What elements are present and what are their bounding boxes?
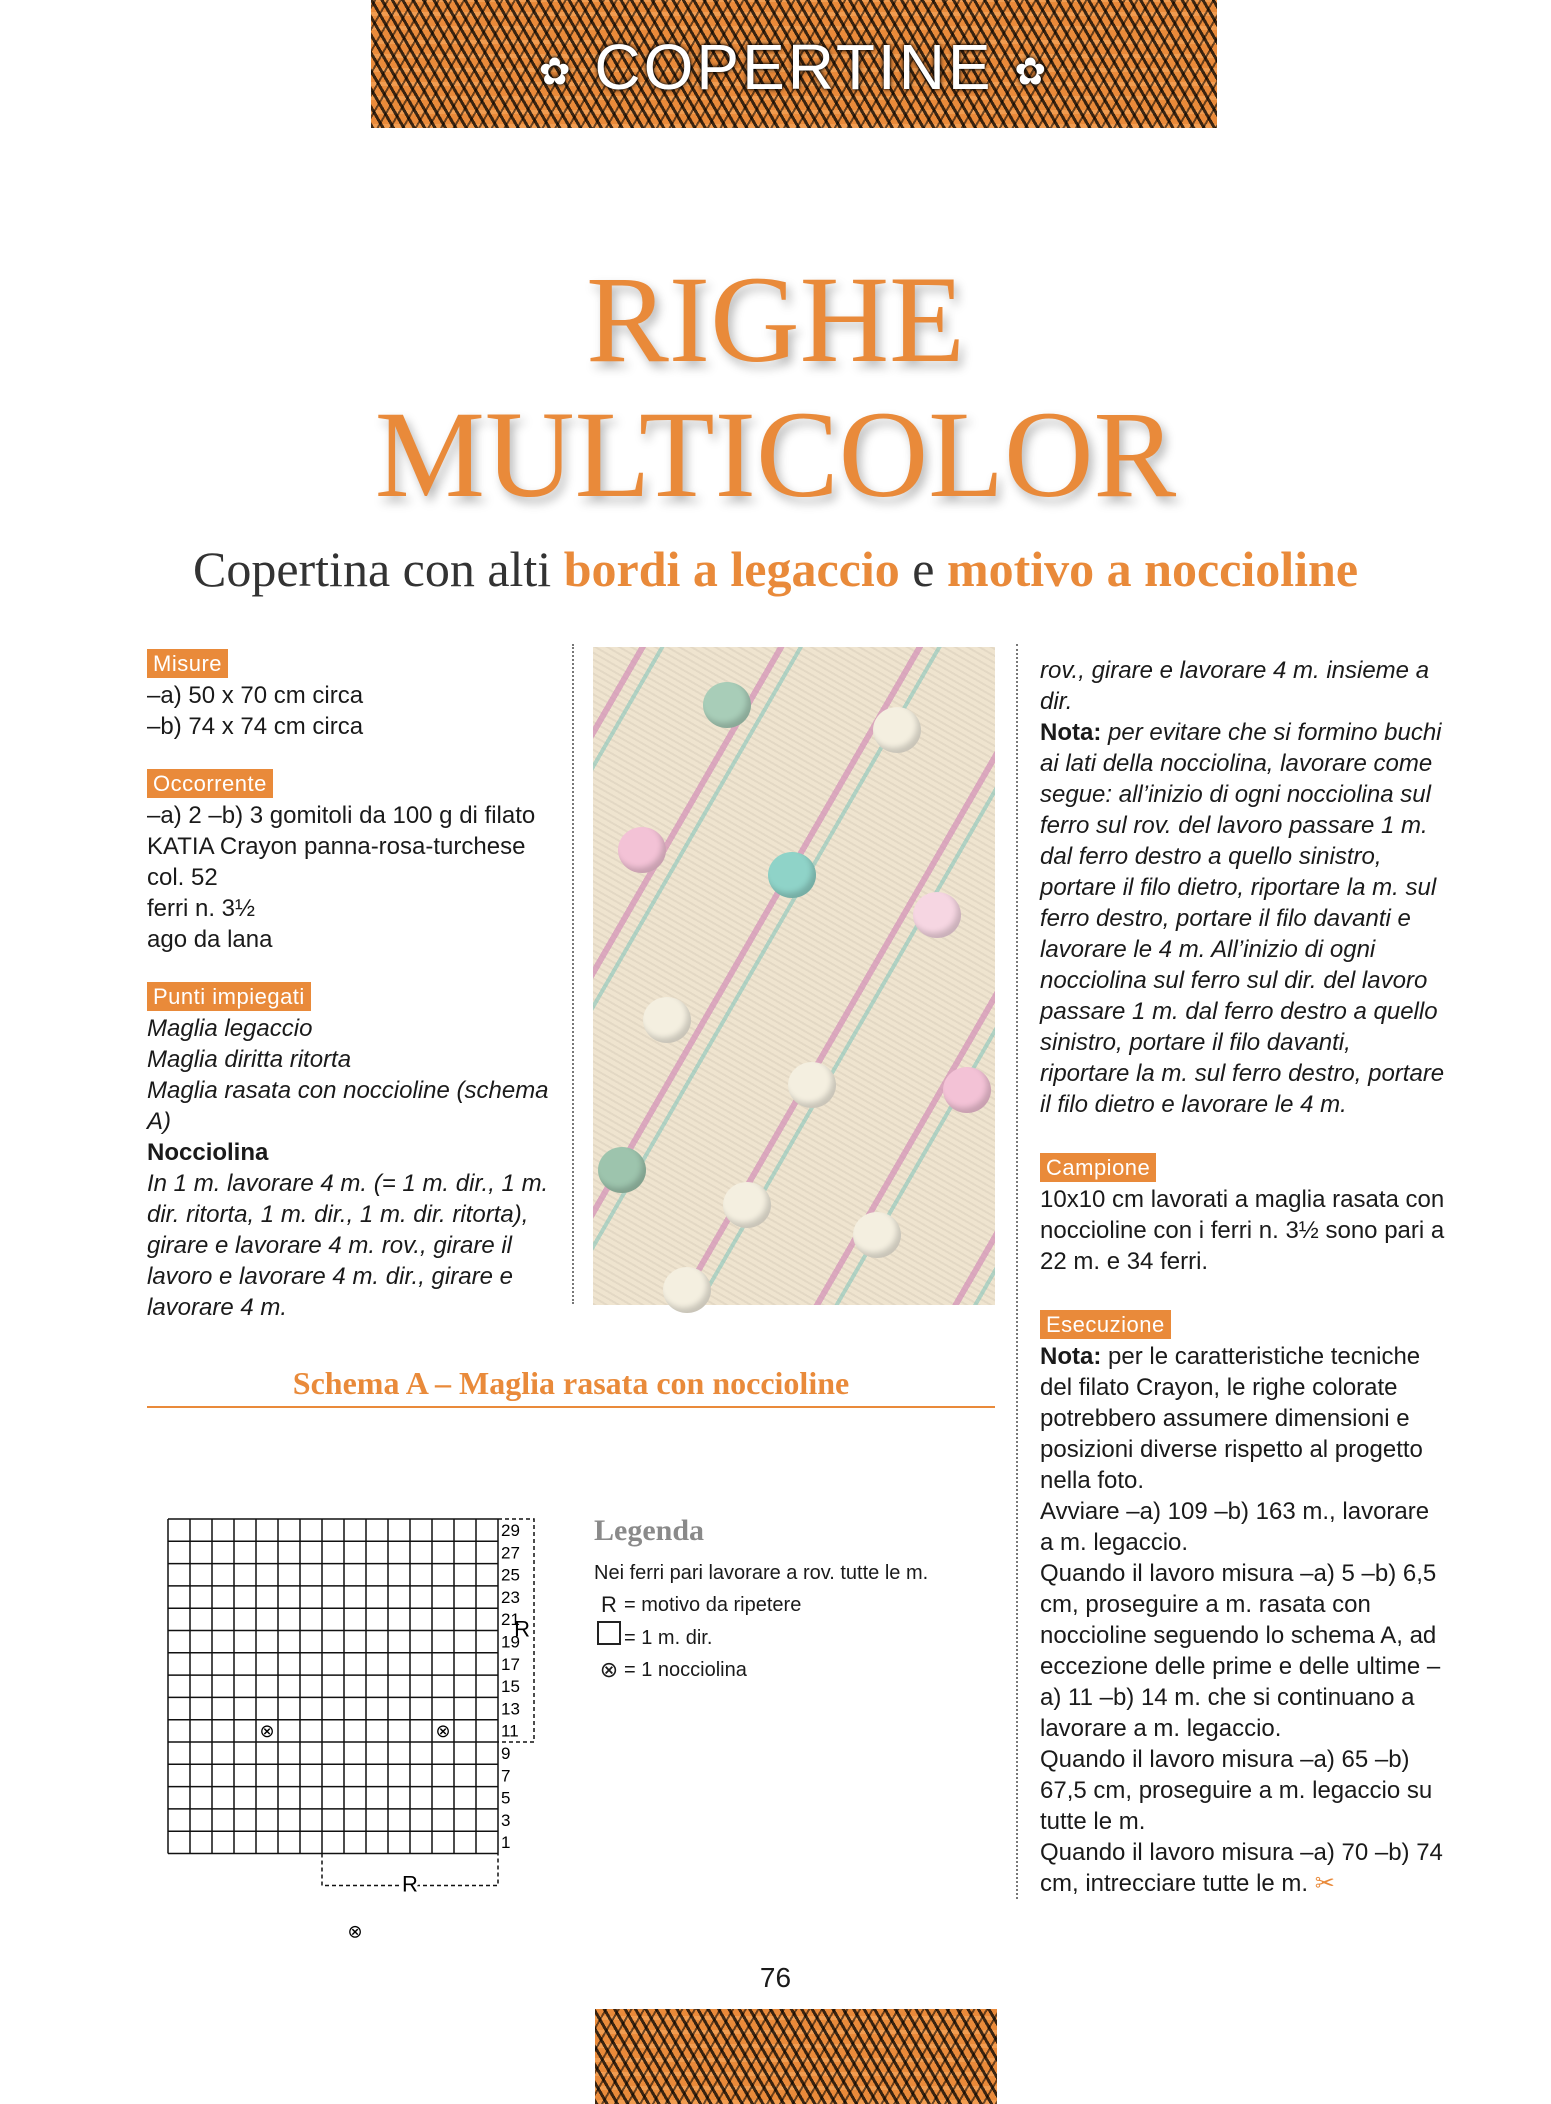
occorrente-line: ferri n. 3½ (147, 895, 256, 922)
bobble (723, 1182, 771, 1228)
bobble (598, 1147, 646, 1193)
row-number: 23 (501, 1587, 520, 1607)
legend-title: Legenda (594, 1514, 705, 1547)
bobble (618, 827, 666, 873)
occorrente-line: ago da lana (147, 926, 273, 953)
legend-label: = 1 nocciolina (624, 1659, 747, 1681)
row-number: 19 (501, 1632, 520, 1652)
column-divider (572, 644, 574, 1304)
legend-label: = 1 m. dir. (624, 1626, 713, 1649)
esec-nota-label: Nota: (1040, 1343, 1102, 1370)
legend-label: = motivo da ripetere (624, 1594, 802, 1616)
subtitle-middle: e (912, 541, 935, 597)
column-divider (1016, 644, 1018, 1899)
row-number: 25 (501, 1565, 520, 1585)
legend-row-knit (594, 1621, 994, 1654)
occorrente-line: KATIA Crayon panna-rosa-turchese (147, 833, 526, 860)
right-intro: rov., girare e lavorare 4 m. insieme a dir. (1040, 657, 1430, 715)
subtitle-prefix: Copertina con alti (192, 541, 552, 597)
row-number: 7 (501, 1766, 511, 1786)
punti-line: Maglia diritta ritorta (147, 1046, 352, 1073)
bobble-symbol: ⊗ (259, 1720, 275, 1741)
right-column (1040, 655, 1445, 1899)
row-number: 5 (501, 1788, 511, 1808)
occorrente-line: –a) 2 –b) 3 gomitoli da 100 g di filato (147, 802, 536, 829)
row-number: 15 (501, 1677, 520, 1697)
scheme-rule (147, 1406, 995, 1408)
row-number: 17 (501, 1654, 520, 1674)
bobble (873, 707, 921, 753)
page-number: 76 (759, 1962, 792, 1993)
misure-line: –b) 74 x 74 cm circa (147, 713, 364, 740)
subtitle-highlight-2: motivo a noccioline (946, 541, 1359, 597)
punti-tag: Punti impiegati (147, 982, 311, 1011)
row-number: 11 (501, 1721, 519, 1741)
bobble-symbol: ⊗ (435, 1720, 451, 1741)
punti-line: Maglia rasata con noccioline (schema A) (147, 1077, 549, 1135)
row-number: 1 (501, 1833, 511, 1853)
bobble (703, 682, 751, 728)
page-title-line-1: RIGHE (586, 251, 965, 388)
misure-tag: Misure (147, 649, 228, 678)
nota-text: per evitare che si formino buchi ai lati della nocciolina, lavorare come segue: all’inizio di ogni nocciolina sul ferro sul rov. del lavoro passare 1 m. dal ferro destro a quello sinistro, portare il filo dietro, riportare la m. sul ferro destro, portare il filo davanti e lavorare le 4 m. All’inizio di ogni nocciolina sul ferro sul dir. del lavoro passare 1 m. dal ferro destro a quello sinistro, portare il filo davanti, riportare la m. sul ferro destro, portare il filo dietro e lavorare le 4 m. (1040, 719, 1445, 1118)
empty-box-icon (594, 1621, 624, 1654)
repeat-label-horizontal: R (402, 1871, 418, 1897)
row-number: 13 (501, 1699, 520, 1719)
bobble (643, 997, 691, 1043)
bobble (663, 1267, 711, 1313)
legend (594, 1515, 994, 1686)
bobble (913, 892, 961, 938)
bobble (788, 1062, 836, 1108)
nocciolina-text: In 1 m. lavorare 4 m. (= 1 m. dir., 1 m. dir. ritorta, 1 m. dir., 1 m. dir. ritorta), girare e lavorare 4 m. rov., girare il lavoro e lavorare 4 m. dir., girare e lavorare 4 m. (147, 1170, 549, 1321)
bobble-symbol: ⊗ (347, 1921, 363, 1942)
esecuzione-paragraph: Quando il lavoro misura –a) 5 –b) 6,5 cm, proseguire a m. rasata con noccioline seguendo lo schema A, ad eccezione delle prime e delle ultime –a) 11 –b) 14 m. che si continuano a lavorare a m. legaccio. (1040, 1560, 1441, 1742)
misure-line: –a) 50 x 70 cm circa (147, 682, 364, 709)
subtitle (0, 540, 1551, 598)
flower-icon: ✿ (538, 51, 574, 94)
nocciolina-heading: Nocciolina (147, 1139, 269, 1166)
campione-tag: Campione (1040, 1153, 1156, 1182)
row-number: 9 (501, 1744, 511, 1763)
row-number: 27 (501, 1543, 520, 1563)
esecuzione-paragraph: Quando il lavoro misura –a) 65 –b) 67,5 cm, proseguire a m. legaccio su tutte le m. (1040, 1746, 1433, 1835)
esecuzione-paragraph: Avviare –a) 109 –b) 163 m., lavorare a m. legaccio. (1040, 1498, 1430, 1556)
flower-icon: ✿ (1014, 51, 1050, 94)
knit-photo (593, 647, 995, 1305)
nota-label: Nota: (1040, 719, 1102, 746)
occorrente-line: col. 52 (147, 864, 218, 891)
occorrente-tag: Occorrente (147, 769, 273, 798)
scissors-icon: ✂ (1314, 1870, 1335, 1897)
legend-row-bobble (594, 1654, 994, 1686)
punti-line: Maglia legaccio (147, 1015, 313, 1042)
bobble (943, 1067, 991, 1113)
repeat-symbol: R (601, 1592, 617, 1617)
bobble (853, 1212, 901, 1258)
subtitle-highlight-1: bordi a legaccio (563, 541, 900, 597)
row-number: 29 (501, 1521, 520, 1540)
legend-note: Nei ferri pari lavorare a rov. tutte le m. (594, 1562, 929, 1584)
campione-text: 10x10 cm lavorati a maglia rasata con noccioline con i ferri n. 3½ sono pari a 22 m. e 34 ferri. (1040, 1186, 1445, 1275)
legend-row-repeat (594, 1589, 994, 1621)
section-label: COPERTINE (594, 31, 994, 103)
esec-nota-text: per le caratteristiche tecniche del filato Crayon, le righe colorate potrebbero assumere dimensioni e posizioni diverse rispetto al progetto nella foto. (1040, 1343, 1423, 1494)
bobble (768, 852, 816, 898)
esecuzione-paragraph: Quando il lavoro misura –a) 70 –b) 74 cm, intrecciare tutte le m. (1040, 1839, 1443, 1897)
section-header (371, 30, 1217, 104)
header-knit-band (371, 0, 1217, 128)
footer-knit-band (595, 2009, 997, 2104)
esecuzione-tag: Esecuzione (1040, 1310, 1171, 1339)
scheme-title: Schema A – Maglia rasata con noccioline (292, 1365, 850, 1401)
row-number: 21 (501, 1610, 520, 1630)
row-number: 3 (501, 1810, 511, 1830)
repeat-label-vertical: R (514, 1616, 530, 1642)
left-column (147, 648, 567, 1323)
page-title-line-2: MULTICOLOR (374, 386, 1177, 523)
bobble-symbol-icon: ⊗ (599, 1657, 619, 1682)
stitch-chart (160, 1515, 580, 1942)
